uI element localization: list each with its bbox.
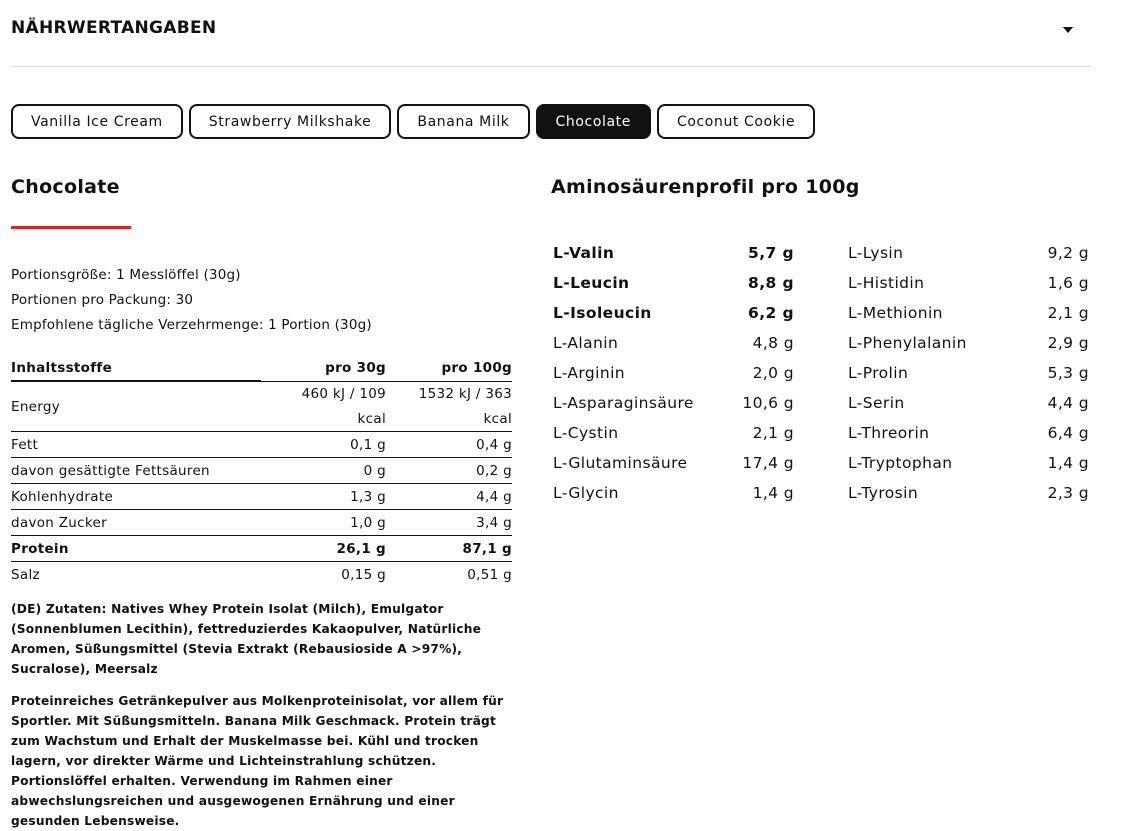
row-per100: 0,4 g <box>476 436 512 453</box>
tab-vanilla-ice-cream[interactable]: Vanilla Ice Cream <box>11 104 183 139</box>
row-name: davon Zucker <box>11 514 107 531</box>
list-item <box>553 360 794 390</box>
list-item <box>848 240 1089 270</box>
amino-value: 6,2 g <box>748 304 794 322</box>
recommended-intake: Empfohlene tägliche Verzehrmenge: 1 Portion (30g) <box>11 317 372 333</box>
tab-coconut-cookie[interactable]: Coconut Cookie <box>657 104 815 139</box>
row-per30: 1,0 g <box>350 514 386 531</box>
row-per30: 26,1 g <box>336 540 386 557</box>
amino-value: 2,0 g <box>752 364 794 382</box>
amino-column-1 <box>553 240 794 510</box>
row-per100: 4,4 g <box>476 488 512 505</box>
energy-per30-kj: 460 kJ / 109 <box>301 385 386 402</box>
amino-name: L-Valin <box>553 244 615 262</box>
amino-name: L-Arginin <box>553 364 626 382</box>
amino-value: 5,3 g <box>1047 364 1089 382</box>
amino-value: 6,4 g <box>1047 424 1089 442</box>
list-item <box>848 300 1089 330</box>
energy-per30-kcal: kcal <box>357 410 386 427</box>
nutrition-table <box>11 355 512 588</box>
list-item <box>553 330 794 360</box>
list-item <box>848 390 1089 420</box>
amino-value: 2,9 g <box>1047 334 1089 352</box>
header-ingredients: Inhaltsstoffe <box>11 360 113 376</box>
list-item <box>553 420 794 450</box>
amino-name: L-Leucin <box>553 274 630 292</box>
table-header <box>11 355 512 382</box>
amino-title: Aminosäurenprofil pro 100g <box>551 176 860 198</box>
list-item <box>553 450 794 480</box>
amino-value: 2,3 g <box>1047 484 1089 502</box>
amino-name: L-Tryptophan <box>848 454 953 472</box>
product-description: Proteinreiches Getränkepulver aus Molkenproteinisolat, vor allem für Sportler. Mit Süßungsmitteln. Banana Milk Geschmack. Protein trägt zum Wachstum und Erhalt der Muskelmasse bei. Kühl und trocken lagern, vor direkter Wärme und Lichteinstrahlung schützen. Portionslöffel erhalten. Verwendung im Rahmen einer abwechslungsreichen und ausgewogenen Ernährung und einer gesunden Lebensweise. <box>11 694 504 828</box>
row-per30: 0,15 g <box>341 567 386 583</box>
amino-value: 4,8 g <box>752 334 794 352</box>
list-item <box>848 450 1089 480</box>
amino-name: L-Methionin <box>848 304 943 322</box>
amino-value: 1,4 g <box>752 484 794 502</box>
table-row <box>11 458 512 484</box>
chevron-down-icon[interactable] <box>1063 27 1073 33</box>
table-row <box>11 562 512 588</box>
row-name: Energy <box>11 398 61 415</box>
energy-per100-kcal: kcal <box>483 410 512 427</box>
row-per100 <box>386 382 512 432</box>
amino-name: L-Lysin <box>848 244 904 262</box>
amino-name: L-Isoleucin <box>553 304 652 322</box>
table-row <box>11 432 512 458</box>
list-item <box>848 330 1089 360</box>
list-item <box>553 270 794 300</box>
product-title: Chocolate <box>11 176 120 198</box>
table-row <box>11 484 512 510</box>
header-per100: pro 100g <box>386 355 512 382</box>
amino-value: 5,7 g <box>748 244 794 262</box>
tab-chocolate[interactable]: Chocolate <box>536 104 651 139</box>
table-row <box>11 510 512 536</box>
amino-name: L-Phenylalanin <box>848 334 967 352</box>
table-row-energy <box>11 382 512 432</box>
amino-name: L-Glutaminsäure <box>553 454 688 472</box>
amino-value: 4,4 g <box>1047 394 1089 412</box>
amino-value: 10,6 g <box>742 394 794 412</box>
energy-per100-kj: 1532 kJ / 363 <box>418 385 512 402</box>
ingredients-text: (DE) Zutaten: Natives Whey Protein Isolat (Milch), Emulgator (Sonnenblumen Lecithin), fettreduzierdes Kakaopulver, Natürliche Aromen, Süßungsmittel (Stevia Extrakt (Rebausioside A >97%), Sucralose), Meersalz <box>11 602 482 676</box>
amino-name: L-Serin <box>848 394 905 412</box>
serving-info <box>11 263 372 338</box>
row-name: Kohlenhydrate <box>11 488 114 505</box>
amino-name: L-Prolin <box>848 364 909 382</box>
row-per100: 0,51 g <box>467 567 512 583</box>
list-item <box>553 480 794 510</box>
amino-value: 2,1 g <box>1047 304 1089 322</box>
amino-value: 2,1 g <box>752 424 794 442</box>
row-per100: 0,2 g <box>476 462 512 479</box>
list-item <box>553 300 794 330</box>
amino-name: L-Cystin <box>553 424 619 442</box>
row-name: Fett <box>11 436 39 453</box>
row-per30 <box>261 382 386 432</box>
amino-name: L-Glycin <box>553 484 619 502</box>
tab-strawberry-milkshake[interactable]: Strawberry Milkshake <box>189 104 392 139</box>
amino-name: L-Alanin <box>553 334 619 352</box>
row-name: Protein <box>11 540 69 557</box>
amino-name: L-Histidin <box>848 274 925 292</box>
list-item <box>848 420 1089 450</box>
amino-column-2 <box>848 240 1089 510</box>
accordion-header[interactable] <box>11 0 1092 67</box>
amino-name: L-Asparaginsäure <box>553 394 694 412</box>
list-item <box>848 480 1089 510</box>
section-title: NÄHRWERTANGABEN <box>11 18 217 38</box>
list-item <box>848 360 1089 390</box>
row-per30: 0,1 g <box>350 436 386 453</box>
amino-value: 8,8 g <box>748 274 794 292</box>
amino-name: L-Threorin <box>848 424 930 442</box>
row-name: davon gesättigte Fettsäuren <box>11 462 210 479</box>
row-per30: 1,3 g <box>350 488 386 505</box>
amino-value: 1,6 g <box>1047 274 1089 292</box>
list-item <box>553 240 794 270</box>
row-per100: 87,1 g <box>462 540 512 557</box>
row-per30: 0 g <box>363 462 386 479</box>
list-item <box>553 390 794 420</box>
title-underline <box>11 226 131 229</box>
header-per30: pro 30g <box>261 355 386 382</box>
amino-value: 17,4 g <box>742 454 794 472</box>
serving-size: Portionsgröße: 1 Messlöffel (30g) <box>11 267 241 283</box>
amino-name: L-Tyrosin <box>848 484 919 502</box>
row-per100: 3,4 g <box>476 514 512 531</box>
flavor-tabs <box>11 104 815 139</box>
list-item <box>848 270 1089 300</box>
row-name: Salz <box>11 567 40 583</box>
amino-value: 9,2 g <box>1047 244 1089 262</box>
servings-per-pack: Portionen pro Packung: 30 <box>11 292 194 308</box>
tab-banana-milk[interactable]: Banana Milk <box>397 104 529 139</box>
table-row-protein <box>11 536 512 562</box>
amino-value: 1,4 g <box>1047 454 1089 472</box>
